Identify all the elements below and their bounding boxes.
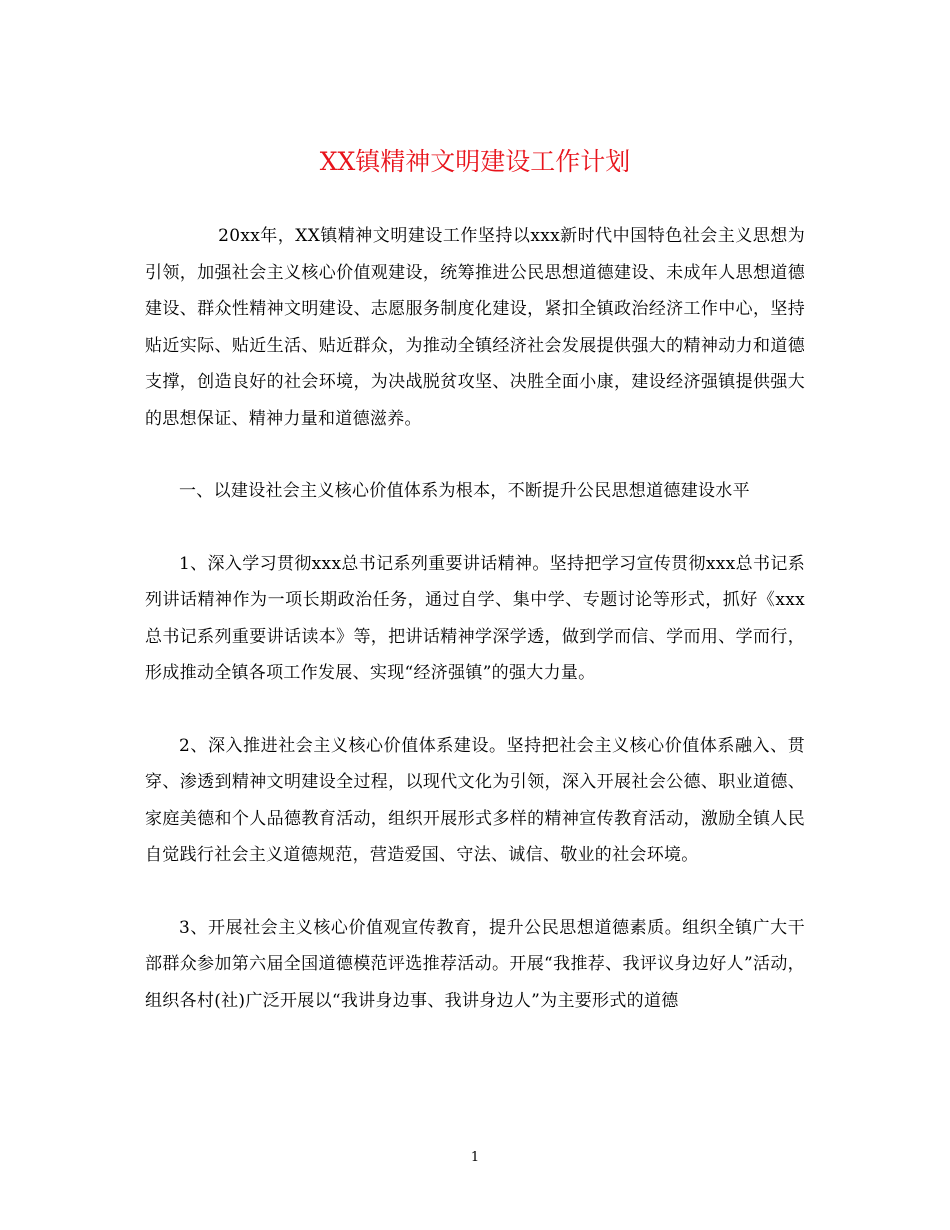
paragraph-spacer xyxy=(145,874,805,910)
section-heading: 一、以建设社会主义核心价值体系为根本，不断提升公民思想道德建设水平 xyxy=(179,481,750,501)
intro-paragraph: 20xx年，XX镇精神文明建设工作坚持以xxx新时代中国特色社会主义思想为引领，加强社会主义核心价值观建设，统筹推进公民思想道德建设、未成年人思想道德建设、群众性精神文明建设、志愿服务制度化建设，紧扣全镇政治经济工作中心，坚持贴近实际、贴近生活、贴近群众，为推动全镇经济社会发展提供强大的精神动力和道德支撑，创造良好的社会环境，为决战脱贫攻坚、决胜全面小康，建设经济强镇提供强大的思想保证、精神力量和道德滋养。 xyxy=(145,226,805,429)
document-title: XX镇精神文明建设工作计划 xyxy=(319,147,631,176)
page-number: 1 xyxy=(470,1150,480,1165)
paragraph-item-2: 2、深入推进社会主义核心价值体系建设。坚持把社会主义核心价值体系融入、贯穿、渗透到精神文明建设全过程，以现代文化为引领，深入开展社会公德、职业道德、家庭美德和个人品德教育活动，组织开展形式多样的精神宣传教育活动，激励全镇人民自觉践行社会主义道德规范，营造爱国、守法、诚信、敬业的社会环境。 xyxy=(145,735,805,865)
paragraph-spacer xyxy=(145,437,805,473)
document-body xyxy=(145,218,805,1019)
paragraph-spacer xyxy=(145,510,805,546)
paragraph-item-1: 1、深入学习贯彻xxx总书记系列重要讲话精神。坚持把学习宣传贯彻xxx总书记系列讲话精神作为一项长期政治任务，通过自学、集中学、专题讨论等形式，抓好《xxx总书记系列重要讲话读本》等，把讲话精神学深学透，做到学而信、学而用、学而行，形成推动全镇各项工作发展、实现“经济强镇”的强大力量。 xyxy=(145,553,805,683)
paragraph-spacer xyxy=(145,692,805,728)
paragraph-item-3: 3、开展社会主义核心价值观宣传教育，提升公民思想道德素质。组织全镇广大干部群众参加第六届全国道德模范评选推荐活动。开展“我推荐、我评议身边好人”活动，组织各村(社)广泛开展以“我讲身边事、我讲身边人”为主要形式的道德 xyxy=(145,917,805,1011)
